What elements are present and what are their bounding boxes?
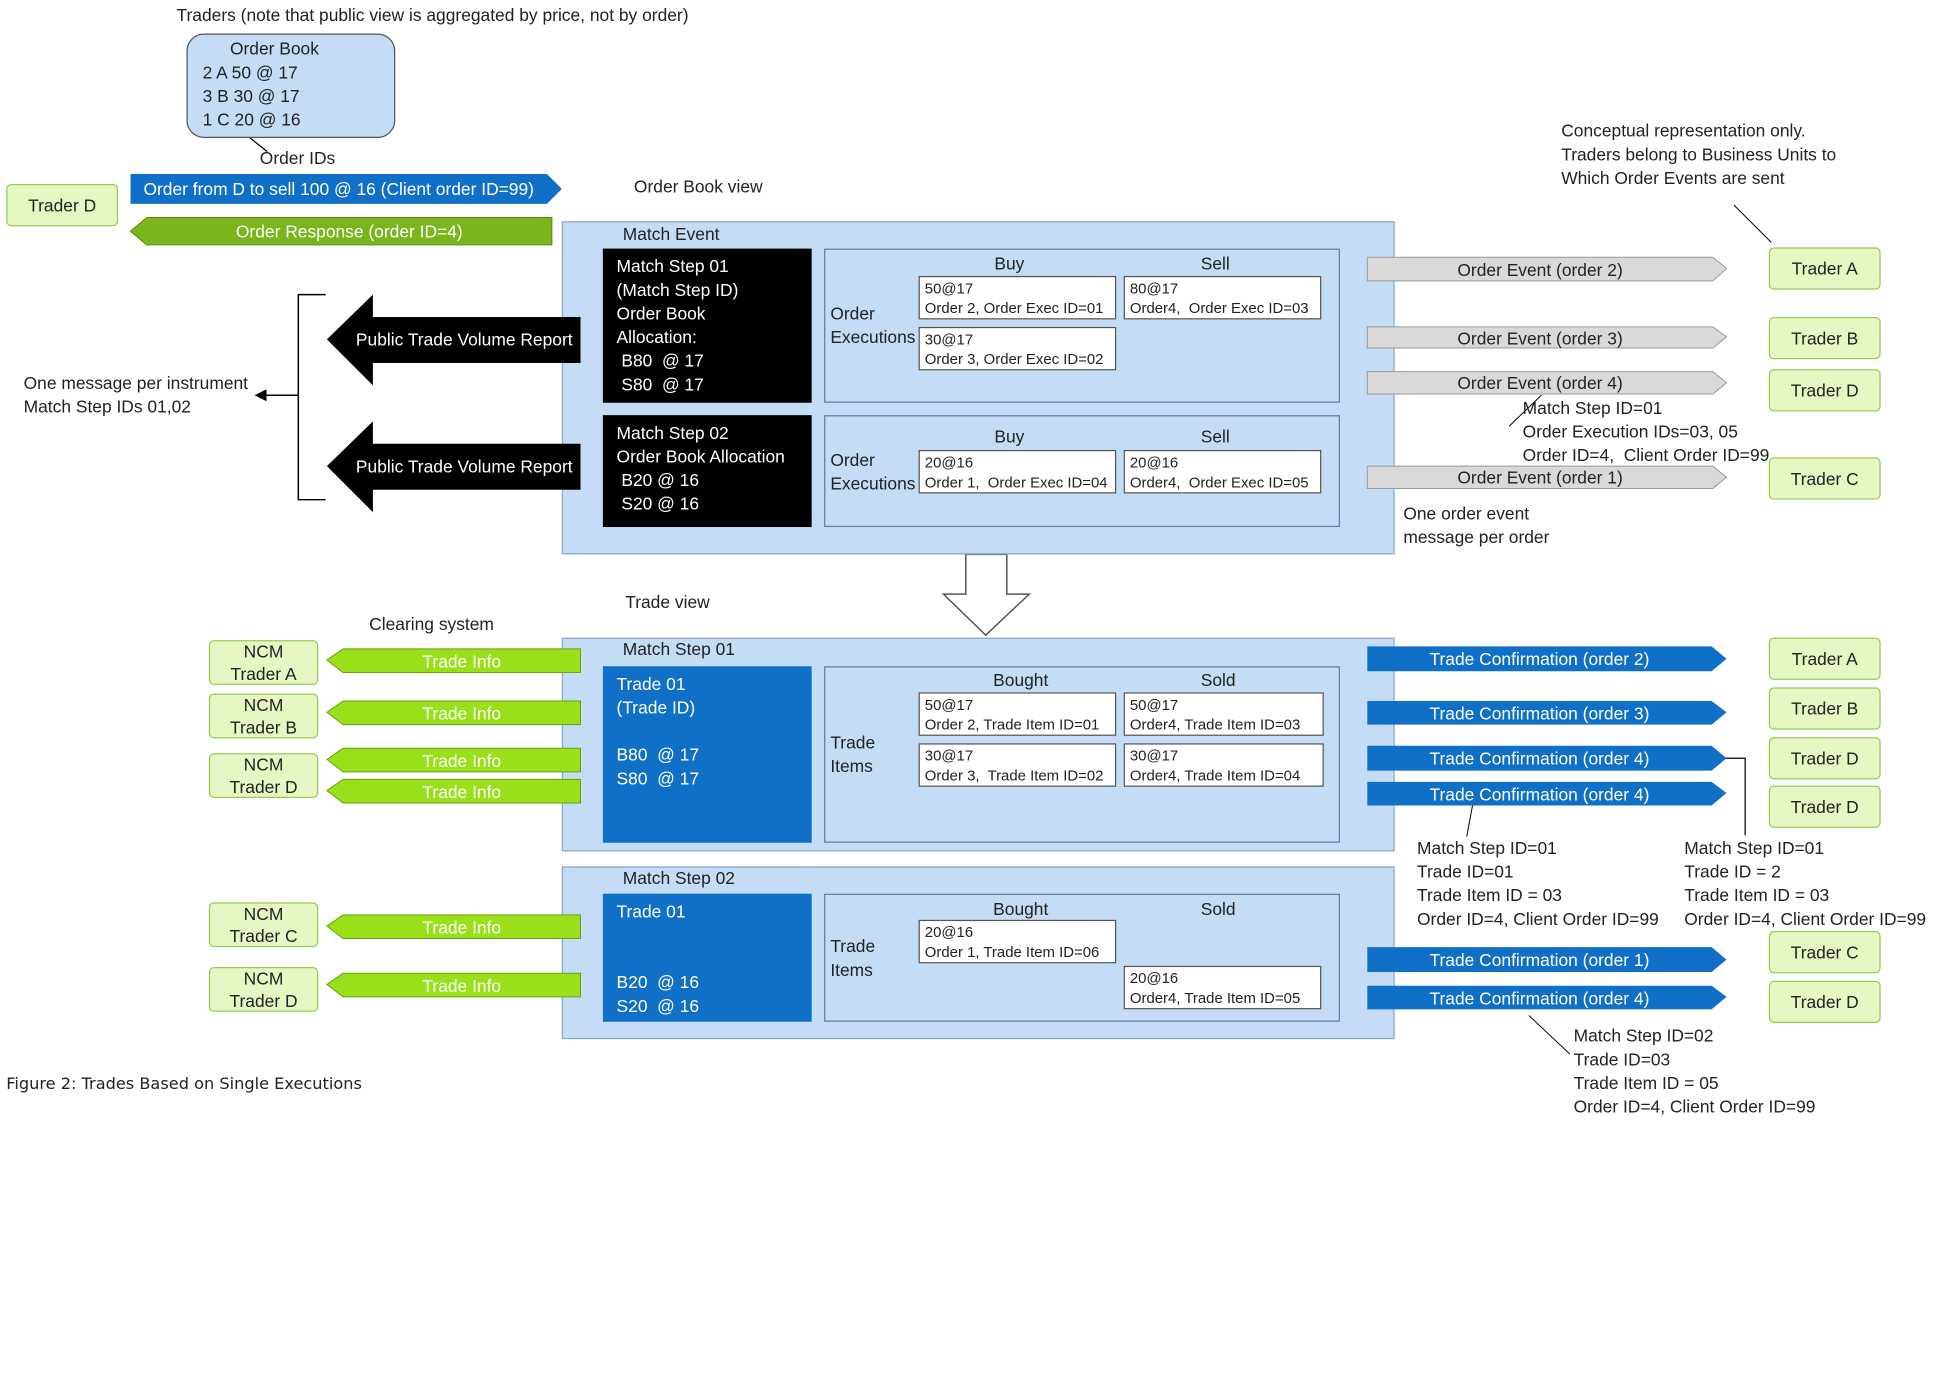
sell-header: Sell	[1200, 253, 1230, 274]
trade-item-cell: 20@16 Order4, Trade Item ID=05	[1124, 966, 1322, 1010]
sold-header: Sold	[1200, 898, 1236, 919]
public-trade-volume-report-2: Public Trade Volume Report	[355, 456, 573, 477]
trade-item-cell: 50@17 Order 2, Trade Item ID=01	[919, 692, 1117, 736]
conceptual-note: Conceptual representation only. Traders belong to Business Units to Which Order Events are sent	[1561, 120, 1837, 188]
match-step-02-block: Match Step 02 Order Book Allocation B20 @ 16 S20 @ 16	[603, 415, 812, 527]
trader-c[interactable]: Trader C	[1769, 457, 1881, 499]
public-trade-volume-report-1: Public Trade Volume Report	[355, 329, 573, 350]
trade-confirmation-label: Trade Confirmation (order 4)	[1429, 748, 1650, 769]
trader-a[interactable]: Trader A	[1769, 247, 1881, 289]
execution-cell: 30@17 Order 3, Order Exec ID=02	[919, 327, 1117, 371]
trade-confirmation-label: Trade Confirmation (order 3)	[1429, 702, 1650, 723]
order-event-note: Match Step ID=01 Order Execution IDs=03, 05 Order ID=4, Client Order ID=99	[1522, 397, 1770, 465]
one-message-note: One message per instrument Match Step IDs 01,02	[23, 372, 249, 417]
trader-d-tc-3[interactable]: Trader D	[1769, 981, 1881, 1023]
buy-header: Buy	[994, 426, 1025, 447]
ncm-trader-b[interactable]: NCM Trader B	[209, 694, 318, 739]
buy-header: Buy	[994, 253, 1025, 274]
order-event-label: Order Event (order 4)	[1457, 372, 1623, 393]
trade-confirmation-label: Trade Confirmation (order 4)	[1429, 783, 1650, 804]
order-executions-label: Order Executions	[830, 449, 916, 494]
order-event-label: Order Event (order 3)	[1457, 327, 1623, 348]
ncm-trader-d-2[interactable]: NCM Trader D	[209, 967, 318, 1012]
figure-caption: Figure 2: Trades Based on Single Executions	[6, 1075, 362, 1094]
order-executions-label: Order Executions	[830, 303, 916, 347]
order-ids-label: Order IDs	[259, 147, 336, 168]
trade-01-block: Trade 01 (Trade ID) B80 @ 17 S80 @ 17	[603, 666, 812, 843]
trade-item-cell: 30@17 Order 3, Trade Item ID=02	[919, 743, 1117, 787]
trade-item-cell: 50@17 Order4, Trade Item ID=03	[1124, 692, 1324, 736]
trader-d-tc[interactable]: Trader D	[1769, 737, 1881, 779]
trade-confirmation-note-a: Match Step ID=01 Trade ID=01 Trade Item ID = 03 Order ID=4, Client Order ID=99	[1417, 837, 1659, 929]
trade-info-label: Trade Info	[422, 702, 502, 723]
ncm-trader-c[interactable]: NCM Trader C	[209, 902, 318, 947]
trade-items-label: Trade Items	[830, 732, 876, 776]
order-event-label: Order Event (order 2)	[1457, 259, 1623, 280]
trade-info-label: Trade Info	[422, 781, 502, 802]
order-book-title: Order Book	[229, 38, 319, 59]
trader-c-tc[interactable]: Trader C	[1769, 931, 1881, 973]
trader-d[interactable]: Trader D	[1769, 369, 1881, 411]
trade-item-cell: 30@17 Order4, Trade Item ID=04	[1124, 743, 1324, 787]
one-order-event-note: One order event message per order	[1403, 503, 1550, 547]
trade-view-label: Trade view	[625, 591, 710, 612]
trade-confirmation-label: Trade Confirmation (order 1)	[1429, 949, 1650, 970]
execution-cell: 50@17 Order 2, Order Exec ID=01	[919, 276, 1117, 320]
trade-info-label: Trade Info	[422, 975, 502, 996]
trade-items-label: Trade Items	[830, 935, 876, 980]
ncm-trader-d[interactable]: NCM Trader D	[209, 753, 318, 798]
trader-d-left[interactable]: Trader D	[6, 184, 118, 226]
trade-step-02-title: Match Step 02	[622, 867, 735, 888]
bought-header: Bought	[993, 669, 1049, 690]
order-book-view-label: Order Book view	[633, 176, 763, 197]
ncm-trader-a[interactable]: NCM Trader A	[209, 640, 318, 685]
sold-header: Sold	[1200, 669, 1236, 690]
trade-info-label: Trade Info	[422, 650, 502, 671]
trade-info-label: Trade Info	[422, 916, 502, 937]
bought-header: Bought	[993, 898, 1049, 919]
order-book-row: 2 A 50 @ 17	[202, 62, 298, 83]
sell-header: Sell	[1200, 426, 1230, 447]
trader-b[interactable]: Trader B	[1769, 317, 1881, 359]
execution-cell: 20@16 Order4, Order Exec ID=05	[1124, 450, 1322, 494]
trader-b-tc[interactable]: Trader B	[1769, 687, 1881, 729]
match-event-title: Match Event	[622, 223, 720, 244]
order-book-row: 1 C 20 @ 16	[202, 109, 301, 130]
trade-confirmation-label: Trade Confirmation (order 4)	[1429, 987, 1650, 1008]
trade-confirmation-note-c: Match Step ID=02 Trade ID=03 Trade Item ID = 05 Order ID=4, Client Order ID=99	[1573, 1025, 1816, 1117]
execution-cell: 80@17 Order4, Order Exec ID=03	[1124, 276, 1322, 320]
execution-cell: 20@16 Order 1, Order Exec ID=04	[919, 450, 1117, 494]
trade-01-step2-block: Trade 01 B20 @ 16 S20 @ 16	[603, 894, 812, 1022]
order-from-d-label: Order from D to sell 100 @ 16 (Client order ID=99)	[143, 178, 534, 199]
trader-a-tc[interactable]: Trader A	[1769, 638, 1881, 680]
trader-d-tc-2[interactable]: Trader D	[1769, 786, 1881, 828]
clearing-system-label: Clearing system	[369, 614, 494, 634]
trade-step-01-title: Match Step 01	[622, 638, 735, 659]
trade-confirmation-note-b: Match Step ID=01 Trade ID = 2 Trade Item ID = 03 Order ID=4, Client Order ID=99	[1684, 837, 1927, 929]
order-book-row: 3 B 30 @ 17	[202, 85, 300, 106]
trade-confirmation-label: Trade Confirmation (order 2)	[1429, 648, 1650, 669]
match-step-01-block: Match Step 01 (Match Step ID) Order Book Allocation: B80 @ 17 S80 @ 17	[603, 249, 812, 403]
trade-item-cell: 20@16 Order 1, Trade Item ID=06	[919, 920, 1117, 964]
trade-info-label: Trade Info	[422, 750, 502, 771]
order-response-label: Order Response (order ID=4)	[235, 221, 463, 242]
order-event-label: Order Event (order 1)	[1457, 467, 1623, 488]
traders-note: Traders (note that public view is aggregated by price, not by order)	[176, 4, 689, 25]
